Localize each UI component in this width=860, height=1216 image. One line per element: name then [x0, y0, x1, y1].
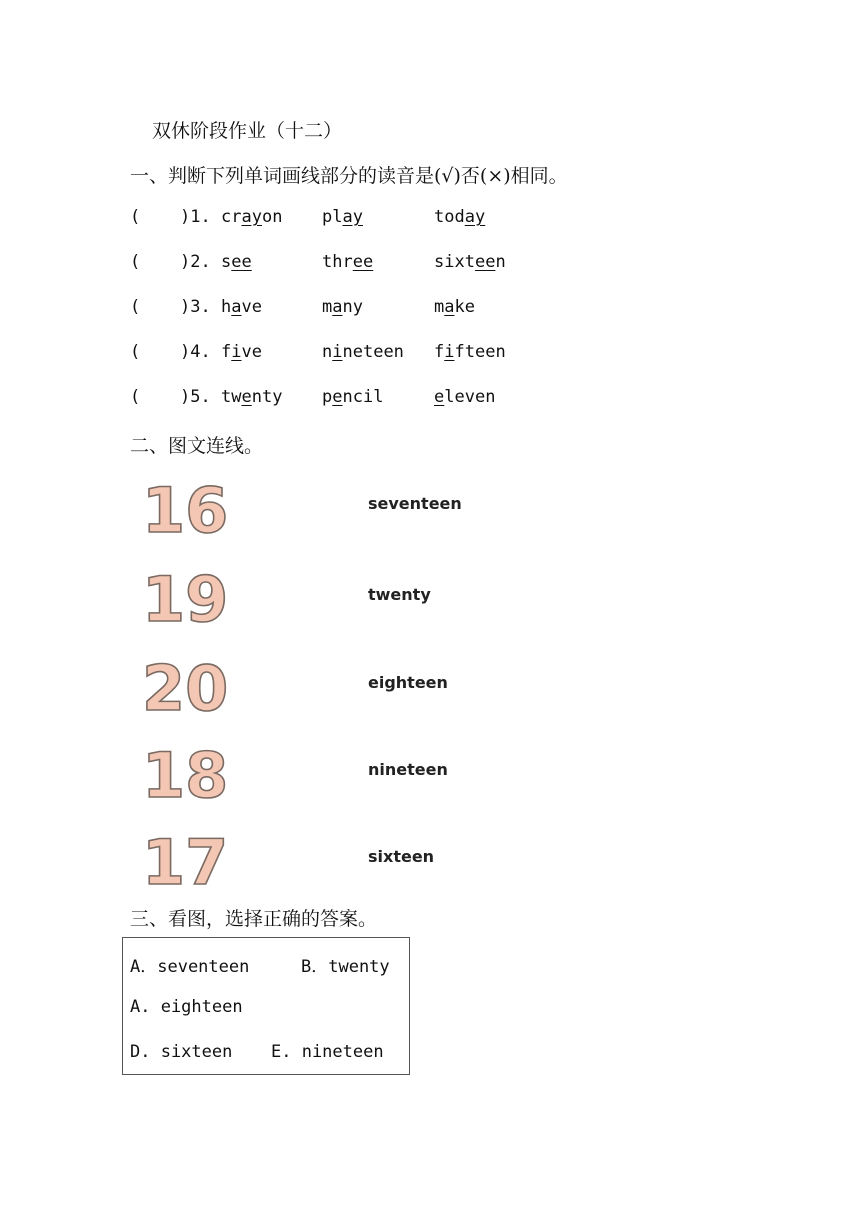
number-word: eighteen — [368, 673, 448, 692]
word-part: ny — [342, 297, 363, 317]
option-a-eighteen: A. eighteen — [130, 997, 243, 1017]
number-picture-digits: 18 — [142, 739, 229, 805]
word — [221, 342, 262, 362]
answer-blank: ( — [130, 387, 141, 407]
word — [221, 297, 262, 317]
section-2-heading: 二、图文连线。 — [130, 435, 264, 457]
word-part: m — [434, 297, 445, 317]
question-number: )4. — [180, 342, 211, 362]
number-word: twenty — [368, 585, 431, 604]
underlined-letters: e — [332, 387, 343, 407]
word-part: ve — [241, 297, 262, 317]
word-part: nty — [251, 387, 283, 407]
number-word: seventeen — [368, 494, 462, 513]
page-title: 双休阶段作业（十二） — [152, 120, 343, 142]
answer-blank: ( — [130, 297, 141, 317]
option-d-sixteen: D. sixteen — [130, 1042, 233, 1062]
word — [322, 387, 383, 407]
underlined-letters: i — [332, 342, 343, 362]
number-picture — [140, 652, 240, 718]
underlined-letters: ay — [241, 207, 262, 227]
underlined-letters: i — [231, 342, 242, 362]
question-number: )2. — [180, 252, 211, 272]
option-b-twenty: B．twenty — [301, 957, 390, 977]
word — [434, 207, 485, 227]
number-word: nineteen — [368, 760, 448, 779]
number-picture-digits: 17 — [142, 826, 229, 892]
word-part: ke — [454, 297, 475, 317]
word-part: neteen — [342, 342, 404, 362]
underlined-letters: e — [241, 387, 252, 407]
word-part: leven — [444, 387, 496, 407]
word-part: s — [221, 252, 232, 272]
word-part: tod — [434, 207, 465, 227]
underlined-letters: e — [434, 387, 445, 407]
word — [434, 252, 506, 272]
underlined-letters: a — [332, 297, 343, 317]
word — [322, 207, 363, 227]
word-part: f — [434, 342, 445, 362]
word — [322, 342, 404, 362]
word-part: on — [261, 207, 283, 227]
word — [434, 342, 506, 362]
answer-blank: ( — [130, 207, 141, 227]
word-part: thr — [322, 252, 353, 272]
underlined-letters: ay — [342, 207, 363, 227]
option-a-seventeen: A．seventeen — [130, 957, 250, 977]
word-part: sixt — [434, 252, 475, 272]
word — [322, 297, 363, 317]
answer-blank: ( — [130, 342, 141, 362]
option-e-nineteen: E. nineteen — [271, 1042, 384, 1062]
word — [322, 252, 373, 272]
word-part: ncil — [342, 387, 384, 407]
underlined-letters: ee — [352, 252, 374, 272]
underlined-letters: ee — [231, 252, 252, 272]
underlined-letters: a — [444, 297, 455, 317]
word-part: m — [322, 297, 333, 317]
question-number: )5. — [180, 387, 211, 407]
question-number: )3. — [180, 297, 211, 317]
number-picture-digits: 16 — [142, 474, 229, 540]
underlined-letters: ee — [474, 252, 496, 272]
word-part: tw — [221, 387, 242, 407]
word — [434, 387, 495, 407]
number-word: sixteen — [368, 847, 435, 866]
word-part: ve — [241, 342, 262, 362]
question-number: )1. — [180, 207, 211, 227]
number-picture-digits: 19 — [142, 563, 229, 629]
number-picture-digits: 20 — [142, 652, 229, 718]
section-3-heading: 三、看图，选择正确的答案。 — [130, 908, 378, 930]
underlined-letters: a — [231, 297, 242, 317]
number-picture — [140, 474, 240, 540]
answer-blank: ( — [130, 252, 141, 272]
word — [221, 207, 282, 227]
section-1-heading: 一、判断下列单词画线部分的读音是(√)否(×)相同。 — [130, 165, 568, 187]
word-part: f — [221, 342, 232, 362]
word — [221, 387, 282, 407]
word-part: pl — [322, 207, 343, 227]
word — [221, 252, 252, 272]
word-part: fteen — [454, 342, 506, 362]
word-part: p — [322, 387, 333, 407]
number-picture — [140, 739, 240, 805]
word-part: cr — [221, 207, 242, 227]
number-picture — [140, 826, 240, 892]
underlined-letters: i — [444, 342, 455, 362]
word — [434, 297, 475, 317]
number-picture — [140, 563, 240, 629]
word-part: n — [495, 252, 506, 272]
word-part: h — [221, 297, 232, 317]
underlined-letters: ay — [464, 207, 486, 227]
options-box — [122, 937, 410, 1075]
word-part: n — [322, 342, 333, 362]
